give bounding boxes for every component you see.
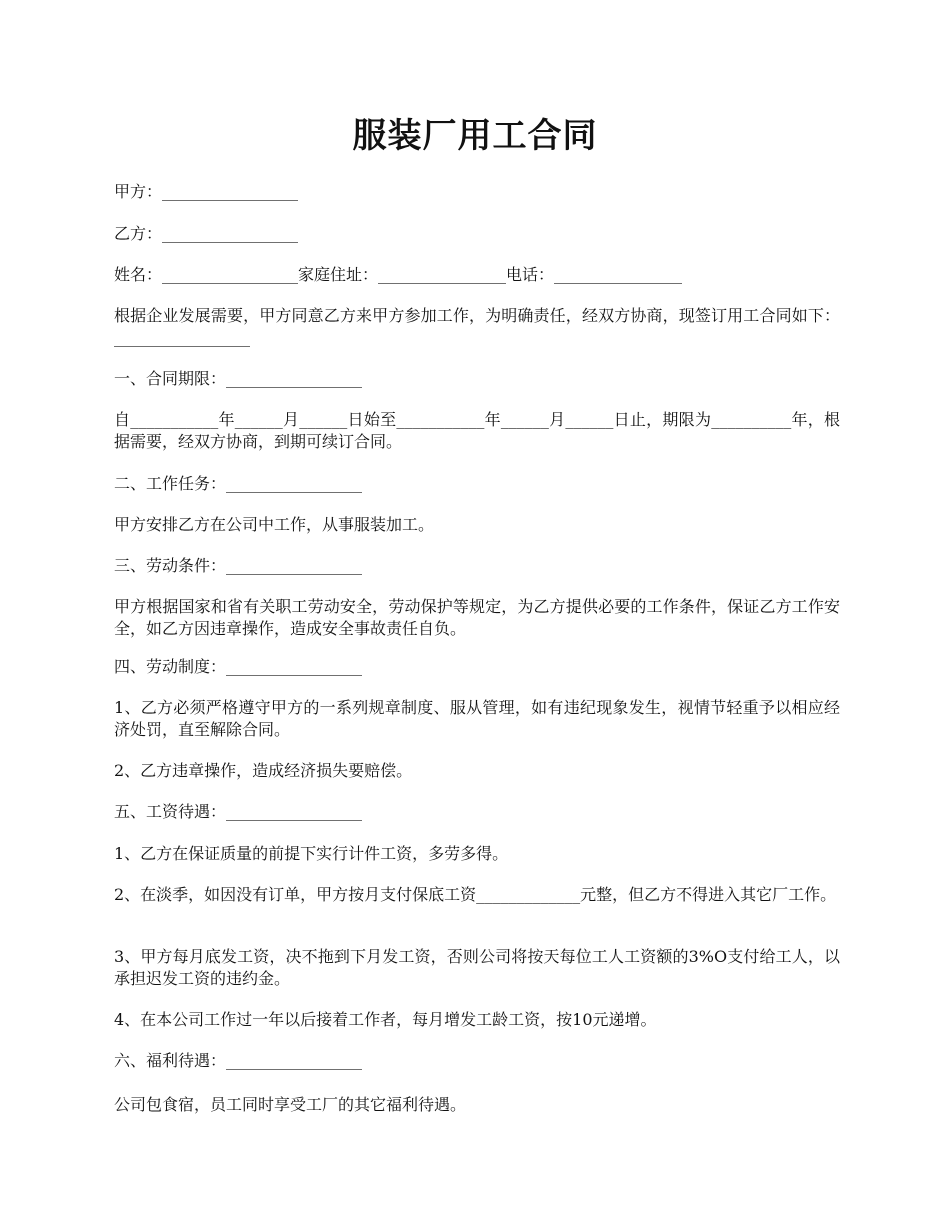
party-a-line: 甲方：_________________ <box>114 182 299 201</box>
personal-info-line: 姓名：_________________家庭住址：________________电话：________________ <box>114 265 683 284</box>
wages-item-3: 3、甲方每月底发工资，决不拖到下月发工资，否则公司将按天每位工人工资额的3%O支付给工人，以承担迟发工资的违约金。 <box>114 947 840 988</box>
tasks-paragraph: 甲方安排乙方在公司中工作，从事服装加工。 <box>114 515 435 534</box>
section-heading-tasks: 二、工作任务：_________________ <box>114 474 363 493</box>
wages-item-4: 4、在本公司工作过一年以后接着工作者，每月增发工龄工资，按10元递增。 <box>114 1010 657 1029</box>
wages-item-1: 1、乙方在保证质量的前提下实行计件工资，多劳多得。 <box>114 844 509 863</box>
document-title: 服装厂用工合同 <box>352 116 598 156</box>
conditions-paragraph: 甲方根据国家和省有关职工劳动安全，劳动保护等规定，为乙方提供必要的工作条件，保证乙方工作安全，如乙方因违章操作，造成安全事故责任自负。 <box>114 597 840 638</box>
section-heading-wages: 五、工资待遇：_________________ <box>114 802 363 821</box>
section-heading-benefits: 六、福利待遇：_________________ <box>114 1051 363 1070</box>
section-heading-rules: 四、劳动制度：_________________ <box>114 657 363 676</box>
term-paragraph: 自___________年______月______日始至___________年______月______日止，期限为__________年，根据需要，经双方协商，到期可续订合同。 <box>114 410 840 451</box>
section-heading-conditions: 三、劳动条件：_________________ <box>114 556 363 575</box>
section-heading-term: 一、合同期限：_________________ <box>114 369 363 388</box>
benefits-paragraph: 公司包食宿，员工同时享受工厂的其它福利待遇。 <box>114 1095 467 1114</box>
party-b-line: 乙方：_________________ <box>114 224 299 243</box>
wages-item-2: 2、在淡季，如因没有订单，甲方按月支付保底工资_____________元整，但乙方不得进入其它厂工作。 <box>114 885 837 904</box>
preamble-paragraph: 根据企业发展需要，甲方同意乙方来甲方参加工作，为明确责任，经双方协商，现签订用工合同如下：_________________ <box>114 306 840 347</box>
rules-item-2: 2、乙方违章操作，造成经济损失要赔偿。 <box>114 761 413 780</box>
rules-item-1: 1、乙方必须严格遵守甲方的一系列规章制度、服从管理，如有违纪现象发生，视情节轻重予以相应经济处罚，直至解除合同。 <box>114 698 840 739</box>
